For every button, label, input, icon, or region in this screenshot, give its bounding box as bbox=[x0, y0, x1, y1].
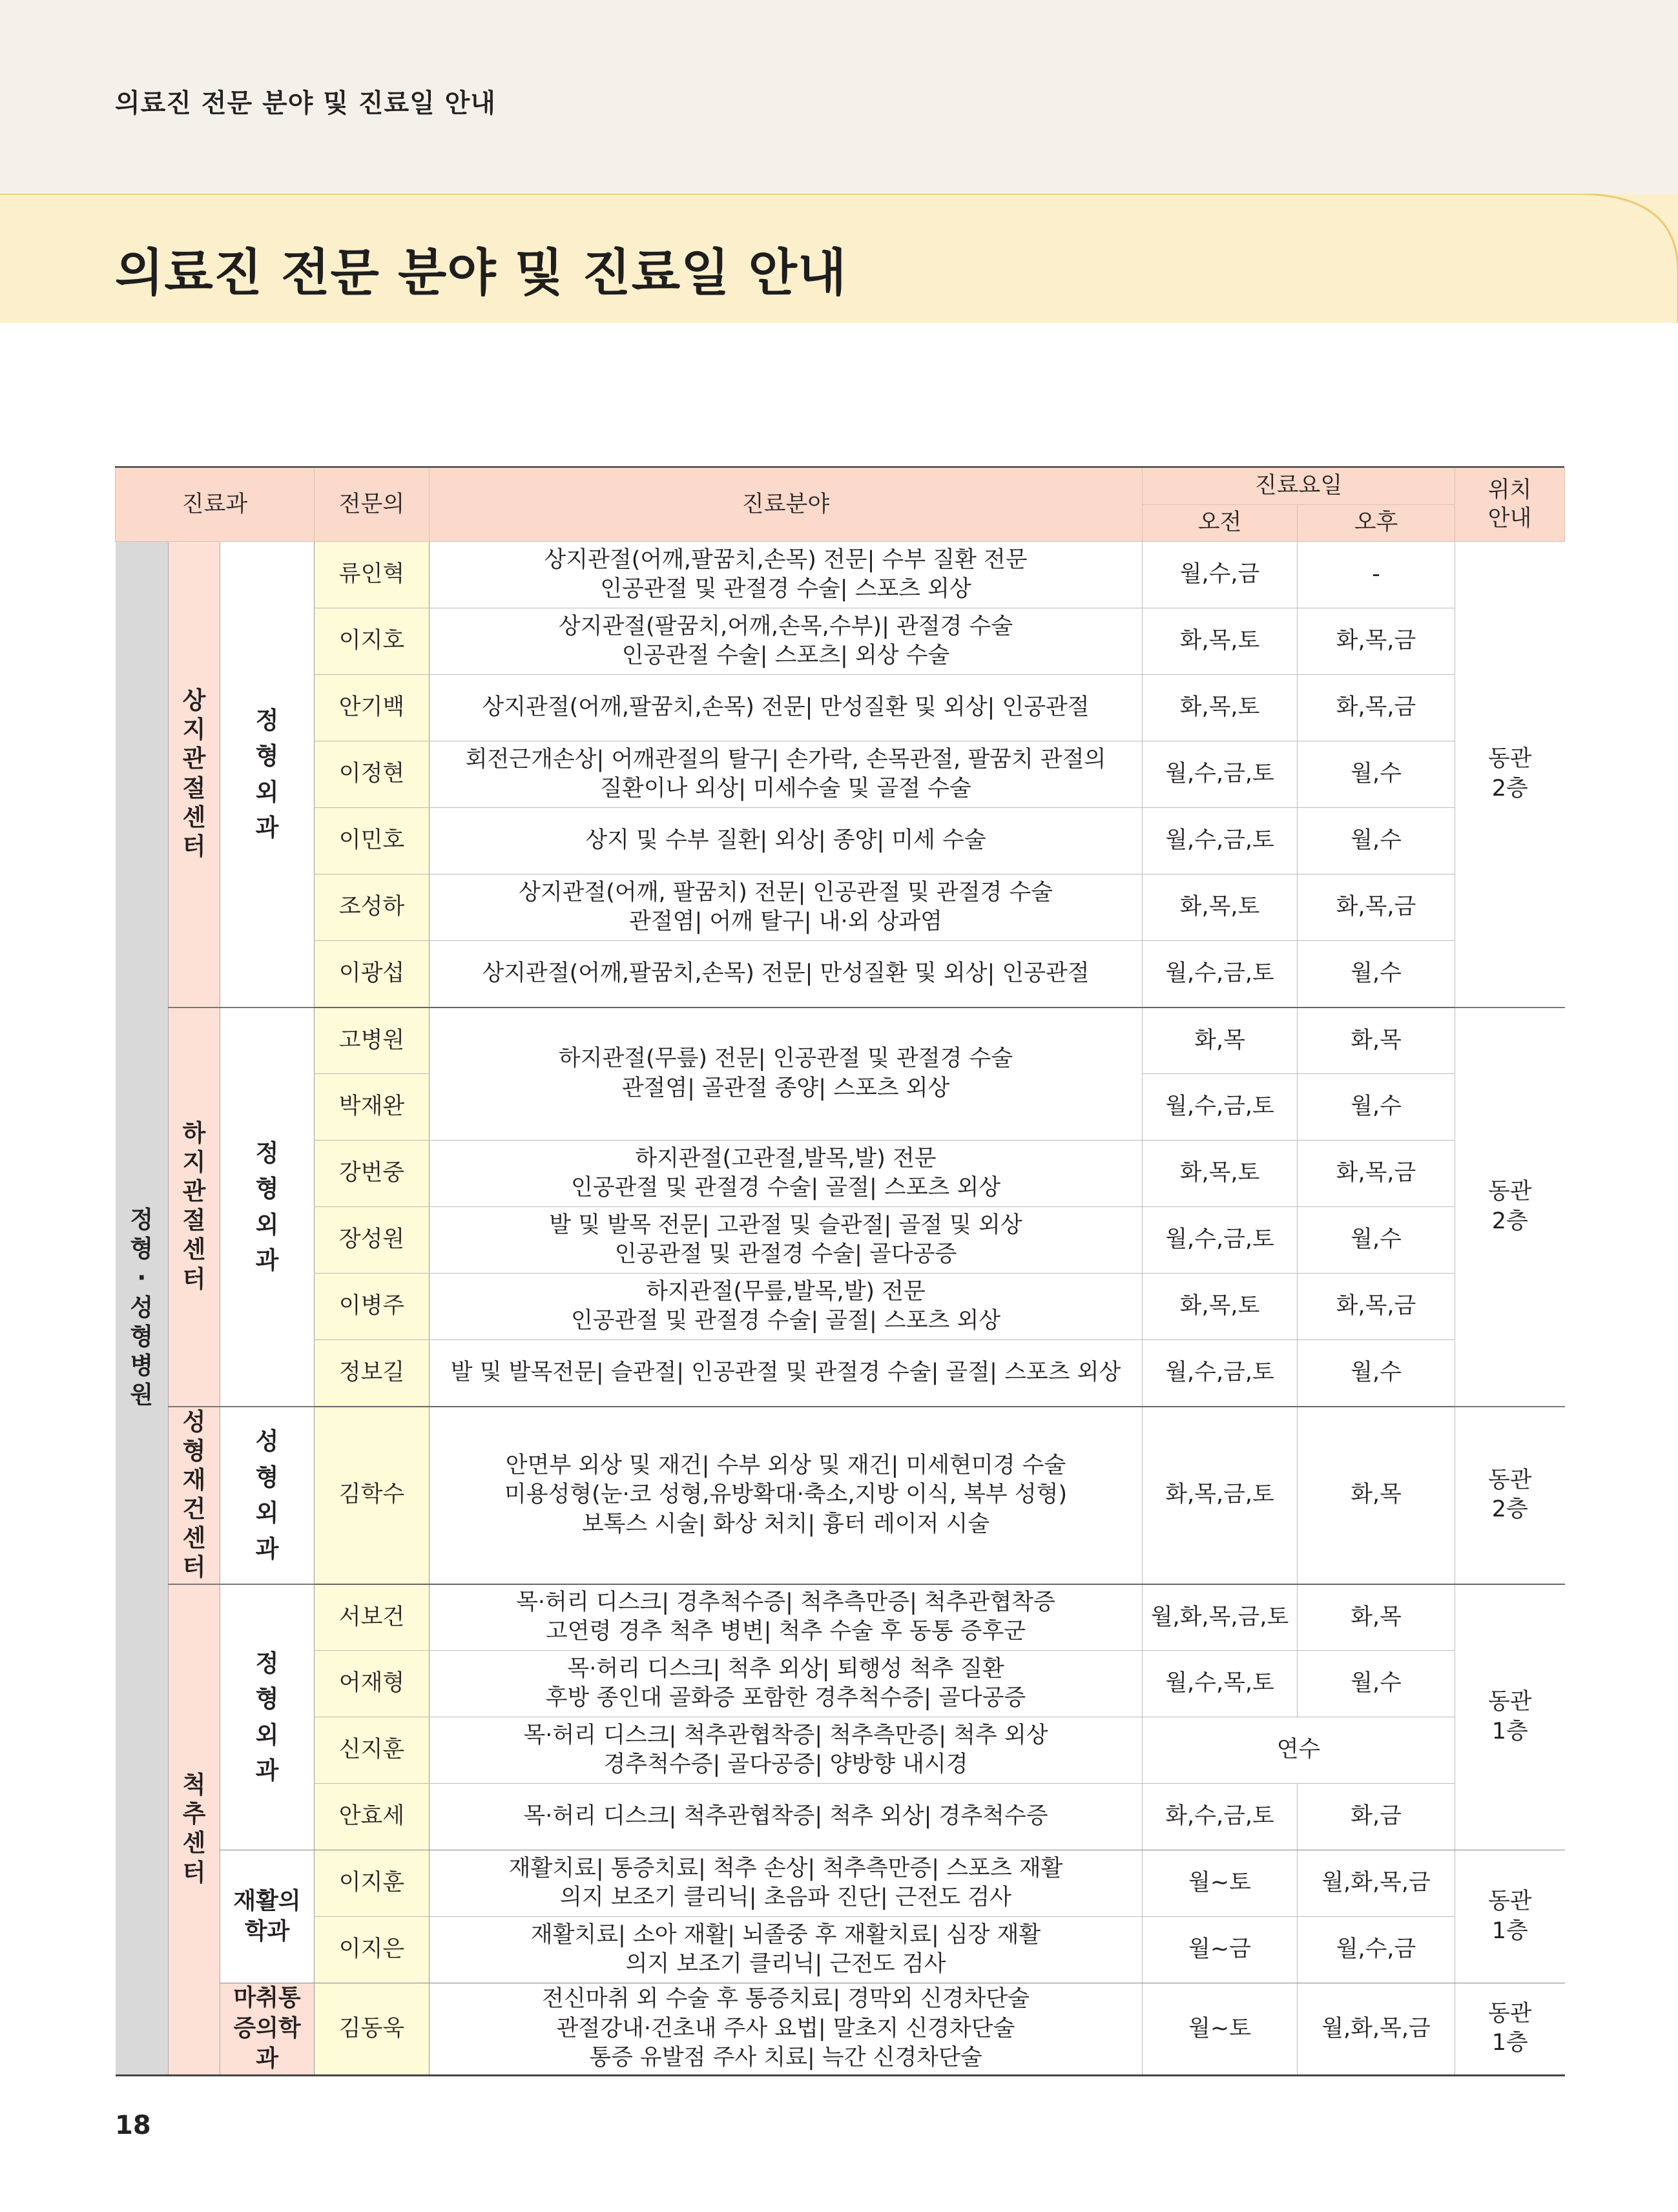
field-line: 상지 및 수부 질환| 외상| 종양| 미세 수술 bbox=[585, 827, 986, 854]
doctor-name: 이지훈 bbox=[315, 1850, 430, 1917]
field-line: 인공관절 수술| 스포츠| 외상 수술 bbox=[621, 643, 950, 668]
field-cell bbox=[430, 1141, 1143, 1207]
pm-days: 화,목,금 bbox=[1298, 675, 1455, 741]
location-upper bbox=[1455, 542, 1565, 1008]
doctor-name: 신지훈 bbox=[315, 1717, 430, 1784]
hospital-name: 정형·성형병원 bbox=[130, 1206, 154, 1409]
am-days: 월,수,금,토 bbox=[1143, 808, 1298, 874]
am-days: 화,목 bbox=[1143, 1008, 1298, 1074]
doctor-name: 박재완 bbox=[315, 1074, 430, 1141]
dept-rehab bbox=[220, 1850, 315, 1983]
header-pm: 오후 bbox=[1298, 505, 1455, 542]
center-spine-label: 척추센터 bbox=[182, 1771, 206, 1886]
field-line: 관절강내·건초내 주사 요법| 말초지 신경차단술 bbox=[556, 2015, 1015, 2041]
am-days: 월,수,금,토 bbox=[1143, 1074, 1298, 1141]
location-text: 동관 2층 bbox=[1487, 1179, 1532, 1234]
field-line: 발 및 발목 전문| 고관절 및 슬관절| 골절 및 외상 bbox=[549, 1212, 1022, 1238]
location-rehab bbox=[1455, 1850, 1565, 1983]
doctor-name: 이민호 bbox=[315, 808, 430, 874]
pm-days: 월,수 bbox=[1298, 808, 1455, 874]
location-text: 동관 1층 bbox=[1487, 2000, 1532, 2056]
doctor-name: 이지은 bbox=[315, 1917, 430, 1983]
doctor-name: 이정현 bbox=[315, 741, 430, 808]
doctor-name: 고병원 bbox=[315, 1008, 430, 1074]
field-line: 인공관절 및 관절경 수술| 골절| 스포츠 외상 bbox=[570, 1308, 1001, 1334]
dept-spine-ortho bbox=[220, 1584, 315, 1850]
doctor-name: 이지호 bbox=[315, 608, 430, 675]
doctor-name: 장성원 bbox=[315, 1207, 430, 1274]
pm-days: 월,수 bbox=[1298, 1074, 1455, 1141]
pm-days: 화,목,금 bbox=[1298, 1274, 1455, 1340]
pm-days: 화,금 bbox=[1298, 1784, 1455, 1850]
pm-days: 월,수 bbox=[1298, 741, 1455, 808]
field-line: 의지 보조기 클리닉| 근전도 검사 bbox=[625, 1951, 946, 1978]
field-cell bbox=[430, 675, 1143, 741]
am-days: 화,목,토 bbox=[1143, 1141, 1298, 1207]
am-days: 월,수,목,토 bbox=[1143, 1651, 1298, 1717]
header-doctor: 전문의 bbox=[315, 468, 430, 542]
field-line: 목·허리 디스크| 척추 외상| 퇴행성 척추 질환 bbox=[567, 1655, 1004, 1682]
location-text: 동관 1층 bbox=[1487, 1689, 1532, 1744]
am-days: 월,수,금,토 bbox=[1143, 1340, 1298, 1407]
doctor-name: 정보길 bbox=[315, 1340, 430, 1407]
field-cell bbox=[430, 808, 1143, 874]
header-days: 진료요일 bbox=[1143, 468, 1455, 505]
field-line: 발 및 발목전문| 슬관절| 인공관절 및 관절경 수술| 골절| 스포츠 외상 bbox=[450, 1359, 1121, 1385]
field-cell bbox=[430, 1207, 1143, 1274]
doctor-name: 어재형 bbox=[315, 1651, 430, 1717]
pm-days: 월,화,목,금 bbox=[1298, 1850, 1455, 1917]
field-cell bbox=[430, 1340, 1143, 1407]
header-location bbox=[1455, 468, 1565, 542]
am-days: 화,목,토 bbox=[1143, 675, 1298, 741]
field-line: 하지관절(고관절,발목,발) 전문 bbox=[635, 1145, 937, 1172]
doctor-name: 서보건 bbox=[315, 1584, 430, 1651]
field-line: 목·허리 디스크| 경추척수증| 척추측만증| 척추관협착증 bbox=[516, 1589, 1055, 1615]
field-line: 상지관절(어깨,팔꿈치,손목) 전문| 수부 질환 전문 bbox=[544, 546, 1028, 573]
doctor-name: 이병주 bbox=[315, 1274, 430, 1340]
field-cell bbox=[430, 1917, 1143, 1983]
pm-days: 화,목 bbox=[1298, 1584, 1455, 1651]
field-line: 인공관절 및 관절경 수술| 스포츠 외상 bbox=[600, 576, 971, 602]
doctor-name: 강번중 bbox=[315, 1141, 430, 1207]
field-cell bbox=[430, 608, 1143, 675]
merged-days: 연수 bbox=[1143, 1717, 1455, 1784]
location-plastic bbox=[1455, 1407, 1565, 1584]
am-days: 화,목,토 bbox=[1143, 1274, 1298, 1340]
dept-spine-ortho-label: 정형외과 bbox=[255, 1649, 279, 1785]
field-line: 후방 종인대 골화증 포함한 경추척수증| 골다공증 bbox=[545, 1685, 1026, 1711]
am-days: 화,수,금,토 bbox=[1143, 1784, 1298, 1850]
pm-days: 월,화,목,금 bbox=[1298, 1983, 1455, 2075]
dept-pain-label: 마취통증의학과 bbox=[233, 1985, 301, 2072]
field-line: 의지 보조기 클리닉| 초음파 진단| 근전도 검사 bbox=[560, 1885, 1011, 1911]
field-cell bbox=[430, 1850, 1143, 1917]
field-line: 미용성형(눈·코 성형,유방확대·축소,지방 이식, 복부 성형) bbox=[504, 1482, 1068, 1508]
field-line: 상지관절(어깨,팔꿈치,손목) 전문| 만성질환 및 외상| 인공관절 bbox=[482, 694, 1090, 721]
schedule-table bbox=[115, 468, 1565, 2076]
doctor-name: 조성하 bbox=[315, 874, 430, 941]
field-cell bbox=[430, 1983, 1143, 2075]
field-line: 통증 유발점 주사 치료| 늑간 신경차단술 bbox=[589, 2045, 982, 2071]
pm-days: 월,수 bbox=[1298, 1651, 1455, 1717]
header-am: 오전 bbox=[1143, 505, 1298, 542]
field-line: 목·허리 디스크| 척추관협착증| 척추 외상| 경추척수증 bbox=[523, 1803, 1048, 1830]
page-number: 18 bbox=[115, 2111, 151, 2140]
location-text: 동관 1층 bbox=[1487, 1888, 1532, 1944]
header-field: 진료분야 bbox=[430, 468, 1143, 542]
location-spine bbox=[1455, 1584, 1565, 1850]
am-days: 월,수,금,토 bbox=[1143, 1207, 1298, 1274]
field-line: 전신마취 외 수술 후 통증치료| 경막외 신경차단술 bbox=[542, 1986, 1030, 2012]
field-cell bbox=[430, 1651, 1143, 1717]
field-line: 상지관절(어깨,팔꿈치,손목) 전문| 만성질환 및 외상| 인공관절 bbox=[482, 960, 1090, 986]
dept-lower-ortho-label: 정형외과 bbox=[255, 1139, 279, 1274]
am-days: 월~토 bbox=[1143, 1850, 1298, 1917]
field-line: 재활치료| 통증치료| 척추 손상| 척추측만증| 스포츠 재활 bbox=[508, 1855, 1063, 1881]
am-days: 월,수,금,토 bbox=[1143, 741, 1298, 808]
header-department: 진료과 bbox=[116, 468, 315, 542]
field-line: 경추척수증| 골다공증| 양방향 내시경 bbox=[603, 1752, 968, 1778]
dept-plastic-label: 성형외과 bbox=[255, 1427, 279, 1563]
doctor-name: 이광섭 bbox=[315, 941, 430, 1008]
location-lower bbox=[1455, 1008, 1565, 1407]
field-line: 관절염| 어깨 탈구| 내·외 상과염 bbox=[629, 909, 942, 935]
pm-days: 화,목,금 bbox=[1298, 608, 1455, 675]
center-lower-label: 하지관절센터 bbox=[182, 1119, 206, 1293]
center-upper-label: 상지관절센터 bbox=[182, 687, 206, 860]
center-upper bbox=[169, 542, 220, 1008]
location-text: 동관 2층 bbox=[1487, 746, 1532, 801]
dept-upper-ortho-label: 정형외과 bbox=[255, 706, 279, 842]
page-title: 의료진 전문 분야 및 진료일 안내 bbox=[115, 244, 847, 302]
hospital-cell bbox=[116, 542, 169, 2076]
field-line: 하지관절(무릎) 전문| 인공관절 및 관절경 수술 bbox=[558, 1046, 1013, 1072]
center-plastic-label: 성형재건센터 bbox=[182, 1407, 206, 1582]
center-spine bbox=[169, 1584, 220, 2075]
pm-days: 월,수 bbox=[1298, 1207, 1455, 1274]
doctor-name: 김학수 bbox=[315, 1407, 430, 1584]
dept-pain bbox=[220, 1983, 315, 2075]
location-pain bbox=[1455, 1983, 1565, 2075]
am-days: 월,화,목,금,토 bbox=[1143, 1584, 1298, 1651]
pm-days: 월,수,금 bbox=[1298, 1917, 1455, 1983]
am-days: 월~토 bbox=[1143, 1983, 1298, 2075]
pm-days: - bbox=[1298, 542, 1455, 608]
field-cell bbox=[430, 741, 1143, 808]
field-line: 목·허리 디스크| 척추관협착증| 척추측만증| 척추 외상 bbox=[523, 1722, 1048, 1748]
pm-days: 화,목 bbox=[1298, 1008, 1455, 1074]
field-line: 상지관절(팔꿈치,어깨,손목,수부)| 관절경 수술 bbox=[558, 613, 1013, 639]
field-line: 상지관절(어깨, 팔꿈치) 전문| 인공관절 및 관절경 수술 bbox=[519, 879, 1053, 905]
field-cell bbox=[430, 941, 1143, 1008]
field-line: 보톡스 시술| 화상 처치| 흉터 레이저 시술 bbox=[581, 1511, 990, 1537]
field-line: 회전근개손상| 어깨관절의 탈구| 손가락, 손목관절, 팔꿈치 관절의 bbox=[465, 746, 1106, 772]
field-line: 하지관절(무릎,발목,발) 전문 bbox=[646, 1278, 926, 1305]
location-text: 동관 2층 bbox=[1487, 1467, 1532, 1523]
field-cell bbox=[430, 1407, 1143, 1584]
am-days: 화,목,토 bbox=[1143, 874, 1298, 941]
am-days: 화,목,토 bbox=[1143, 608, 1298, 675]
dept-upper-ortho bbox=[220, 542, 315, 1008]
field-cell bbox=[430, 1584, 1143, 1651]
am-days: 월~금 bbox=[1143, 1917, 1298, 1983]
field-line: 재활치료| 소아 재활| 뇌졸중 후 재활치료| 심장 재활 bbox=[530, 1921, 1041, 1948]
field-cell bbox=[430, 1717, 1143, 1784]
field-cell bbox=[430, 1008, 1143, 1141]
field-line: 관절염| 골관절 종양| 스포츠 외상 bbox=[621, 1075, 950, 1101]
pm-days: 화,목,금 bbox=[1298, 874, 1455, 941]
field-line: 고연령 경추 척추 병변| 척추 수술 후 동통 증후군 bbox=[545, 1618, 1026, 1645]
doctor-name: 김동욱 bbox=[315, 1983, 430, 2075]
field-cell bbox=[430, 542, 1143, 608]
field-cell bbox=[430, 1784, 1143, 1850]
doctor-name: 안기백 bbox=[315, 675, 430, 741]
pm-days: 월,수 bbox=[1298, 1340, 1455, 1407]
am-days: 화,목,금,토 bbox=[1143, 1407, 1298, 1584]
am-days: 월,수,금 bbox=[1143, 542, 1298, 608]
field-line: 인공관절 및 관절경 수술| 골다공증 bbox=[614, 1241, 957, 1267]
field-line: 안면부 외상 및 재건| 수부 외상 및 재건| 미세현미경 수술 bbox=[505, 1452, 1066, 1478]
dept-rehab-label: 재활의학과 bbox=[233, 1887, 301, 1945]
center-lower bbox=[169, 1008, 220, 1407]
header-section-title: 의료진 전문 분야 및 진료일 안내 bbox=[115, 88, 496, 118]
field-cell bbox=[430, 1274, 1143, 1340]
field-cell bbox=[430, 874, 1143, 941]
pm-days: 월,수 bbox=[1298, 941, 1455, 1008]
doctor-name: 류인혁 bbox=[315, 542, 430, 608]
doctor-name: 안효세 bbox=[315, 1784, 430, 1850]
pm-days: 화,목 bbox=[1298, 1407, 1455, 1584]
am-days: 월,수,금,토 bbox=[1143, 941, 1298, 1008]
dept-plastic bbox=[220, 1407, 315, 1584]
dept-lower-ortho bbox=[220, 1008, 315, 1407]
field-line: 인공관절 및 관절경 수술| 골절| 스포츠 외상 bbox=[570, 1175, 1001, 1201]
header-location-text: 위치 안내 bbox=[1487, 477, 1532, 532]
field-line: 질환이나 외상| 미세수술 및 골절 수술 bbox=[600, 776, 971, 801]
center-plastic bbox=[169, 1407, 220, 1584]
pm-days: 화,목,금 bbox=[1298, 1141, 1455, 1207]
